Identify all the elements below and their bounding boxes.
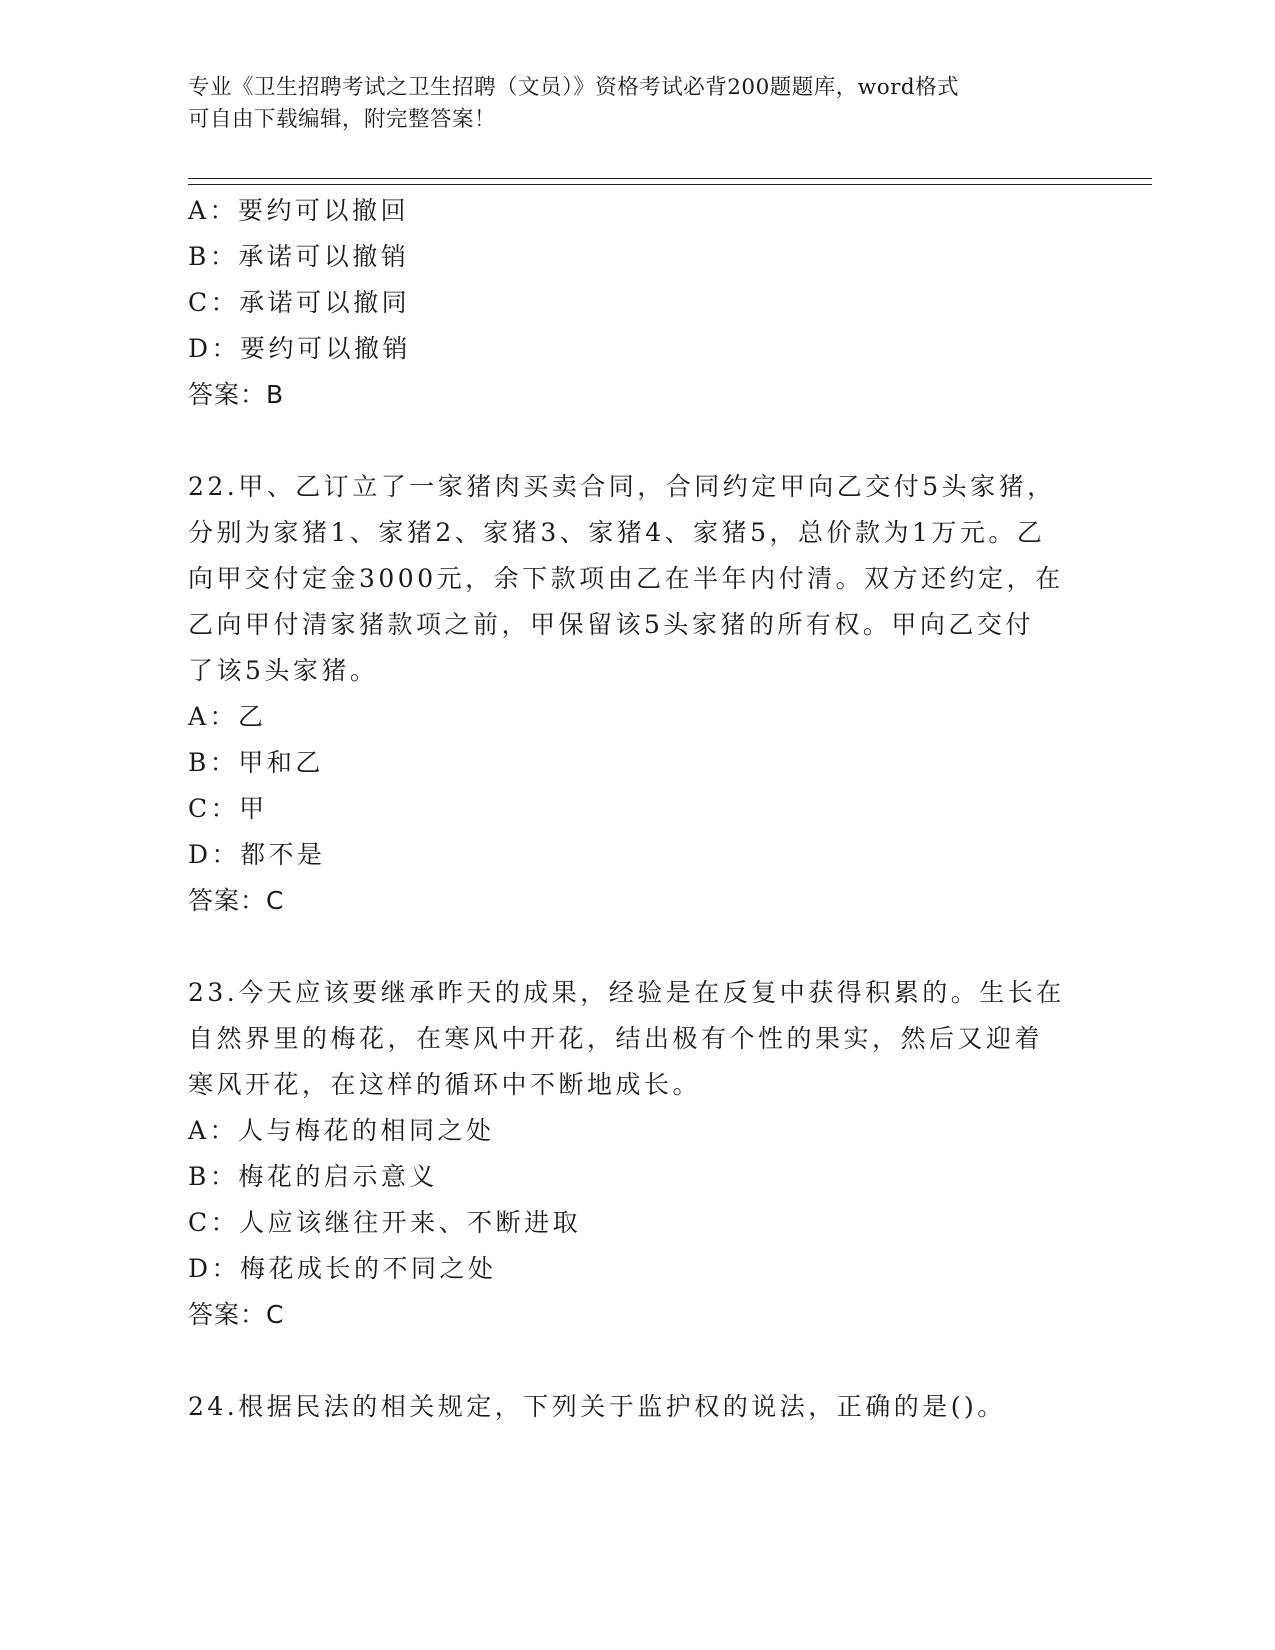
- option-a: A：要约可以撤回: [188, 196, 410, 225]
- question-text-line: 寒风开花，在这样的循环中不断地成长。: [188, 1070, 702, 1099]
- question-22: [188, 464, 1088, 924]
- option-b: B：承诺可以撤销: [188, 242, 410, 271]
- option-c: C：人应该继往开来、不断进取: [188, 1208, 582, 1237]
- option-a: A：乙: [188, 702, 267, 731]
- question-spacer: [188, 924, 1088, 970]
- question-text-line: 乙向甲付清家猪款项之前，甲保留该5头家猪的所有权。甲向乙交付: [188, 610, 1034, 639]
- question-text-line: 自然界里的梅花，在寒风中开花，结出极有个性的果实，然后又迎着: [188, 1024, 1044, 1053]
- question-text-line: 分别为家猪1、家猪2、家猪3、家猪4、家猪5，总价款为1万元。乙: [188, 518, 1046, 547]
- document-header: [188, 72, 1088, 136]
- option-c: C：承诺可以撤同: [188, 288, 411, 317]
- answer-line: 答案：C: [188, 1300, 285, 1329]
- option-c: C：甲: [188, 794, 268, 823]
- question-text-line: 向甲交付定金3000元，余下款项由乙在半年内付清。双方还约定，在: [188, 564, 1064, 593]
- question-23: [188, 970, 1088, 1338]
- option-b: B：甲和乙: [188, 748, 324, 777]
- question-21: [188, 188, 1088, 418]
- answer-line: 答案：C: [188, 886, 285, 915]
- question-spacer: [188, 418, 1088, 464]
- question-24: [188, 1384, 1088, 1430]
- header-divider: [188, 178, 1152, 185]
- question-text-line: 了该5头家猪。: [188, 656, 379, 685]
- option-a: A：人与梅花的相同之处: [188, 1116, 495, 1145]
- option-b: B：梅花的启示意义: [188, 1162, 438, 1191]
- question-text-line: 22.甲、乙订立了一家猪肉买卖合同，合同约定甲向乙交付5头家猪，: [188, 472, 1056, 501]
- question-text-line: 23.今天应该要继承昨天的成果，经验是在反复中获得积累的。生长在: [188, 978, 1065, 1007]
- question-list: [188, 188, 1088, 1430]
- option-d: D：梅花成长的不同之处: [188, 1254, 497, 1283]
- question-text-line: 24.根据民法的相关规定，下列关于监护权的说法，正确的是()。: [188, 1392, 1006, 1421]
- option-d: D：都不是: [188, 840, 326, 869]
- header-line: 可自由下载编辑，附完整答案！: [188, 107, 497, 132]
- question-spacer: [188, 1338, 1088, 1384]
- header-line: 专业《卫生招聘考试之卫生招聘（文员）》资格考试必背200题题库，word格式: [188, 75, 960, 100]
- answer-line: 答案：B: [188, 380, 285, 409]
- option-d: D：要约可以撤销: [188, 334, 412, 363]
